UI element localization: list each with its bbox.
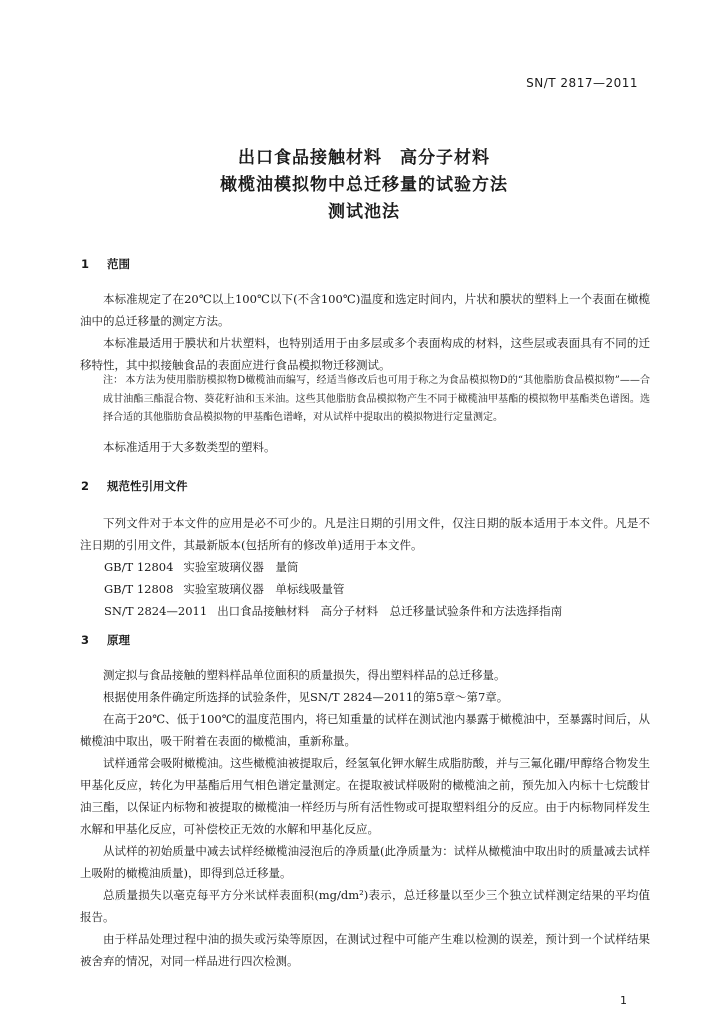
principle-paragraph-4: 试样通常会吸附橄榄油。这些橄榄油被提取后，经氢氧化钾水解生成脂肪酸，并与三氟化硼/甲醇络合物发生甲基化反应，转化为甲基酯后用气相色谱定量测定。在提取被试样吸附的橄榄油之前，预先加入内标十七烷酸甘油三酯，以保证内标物和被提取的橄榄油一样经历与所有活性物或可提取塑料组分的反应。由于内标物同样发生水解和甲基化反应，可补偿校正无效的水解和甲基化反应。 <box>80 756 650 836</box>
scope-paragraph-1: 本标准规定了在20℃以上100℃以下(不含100℃)温度和选定时间内，片状和膜状的塑料上一个表面在橄榄油中的总迁移量的测定方法。 <box>80 292 650 328</box>
scope-note <box>103 372 650 428</box>
section-number: 1 <box>81 257 90 271</box>
page-number: 1 <box>620 994 627 1007</box>
reference-code: GB/T 12804 <box>104 560 174 574</box>
title-line-3: 测试池法 <box>328 202 400 222</box>
principle-paragraph-3: 在高于20℃、低于100℃的温度范围内，将已知重量的试样在测试池内暴露于橄榄油中，至暴露时间后，从橄榄油中取出，吸干附着在表面的橄榄油，重新称量。 <box>80 712 650 748</box>
reference-code: GB/T 12808 <box>104 582 174 596</box>
principle-paragraph-5: 从试样的初始质量中减去试样经橄榄油浸泡后的净质量(此净质量为：试样从橄榄油中取出时的质量减去试样上吸附的橄榄油质量)，即得到总迁移量。 <box>80 844 650 880</box>
section-heading-principle <box>81 632 130 648</box>
reference-title: 实验室玻璃仪器 单标线吸量管 <box>183 582 345 596</box>
section-heading-scope <box>81 256 130 272</box>
reference-item <box>104 578 354 600</box>
section-heading-references <box>81 478 188 494</box>
standard-code: SN/T 2817—2011 <box>526 76 638 90</box>
title-line-2: 橄榄油模拟物中总迁移量的试验方法 <box>220 175 508 195</box>
note-label: 注： <box>103 375 124 386</box>
principle-paragraph-7: 由于样品处理过程中油的损失或污染等原因，在测试过程中可能产生难以检测的误差，预计到一个试样结果被舍弃的情况，对同一样品进行四次检测。 <box>80 932 650 968</box>
section-title: 规范性引用文件 <box>107 479 188 493</box>
section-title: 范围 <box>107 257 130 271</box>
reference-item <box>104 556 308 578</box>
principle-paragraph-2: 根据使用条件确定所选择的试验条件，见SN/T 2824—2011的第5章～第7章。 <box>103 690 509 704</box>
reference-title: 出口食品接触材料 高分子材料 总迁移量试验条件和方法选择指南 <box>217 604 563 618</box>
reference-code: SN/T 2824—2011 <box>104 604 208 618</box>
principle-paragraph-6: 总质量损失以毫克每平方分米试样表面积(mg/dm²)表示，总迁移量以至少三个独立试样测定结果的平均值报告。 <box>80 888 650 924</box>
reference-title: 实验室玻璃仪器 量筒 <box>183 560 299 574</box>
document-title <box>0 145 728 226</box>
section-title: 原理 <box>107 633 130 647</box>
references-intro: 下列文件对于本文件的应用是必不可少的。凡是注日期的引用文件，仅注日期的版本适用于本文件。凡是不注日期的引用文件，其最新版本(包括所有的修改单)适用于本文件。 <box>80 516 650 552</box>
note-text: 本方法为使用脂肪模拟物D橄榄油而编写，经适当修改后也可用于称之为食品模拟物D的“其他脂肪食品模拟物”——合成甘油酯三酯混合物、葵花籽油和玉米油。这些其他脂肪食品模拟物产生不同于橄榄油甲基酯的模拟物甲基酯类色谱图。选择合适的其他脂肪食品模拟物的甲基酯色谱峰，对从试样中提取出的模拟物进行定量测定。 <box>103 375 651 423</box>
reference-item <box>104 600 572 622</box>
section-number: 3 <box>81 633 90 647</box>
section-number: 2 <box>81 479 90 493</box>
title-line-1: 出口食品接触材料 高分子材料 <box>238 148 490 168</box>
principle-paragraph-1: 测定拟与食品接触的塑料样品单位面积的质量损失，得出塑料样品的总迁移量。 <box>103 668 506 682</box>
scope-paragraph-3: 本标准适用于大多数类型的塑料。 <box>103 440 276 454</box>
scope-paragraph-2: 本标准最适用于膜状和片状塑料，也特别适用于由多层或多个表面构成的材料，这些层或表面具有不同的迁移特性，其中拟接触食品的表面应进行食品模拟物迁移测试。 <box>80 336 650 372</box>
